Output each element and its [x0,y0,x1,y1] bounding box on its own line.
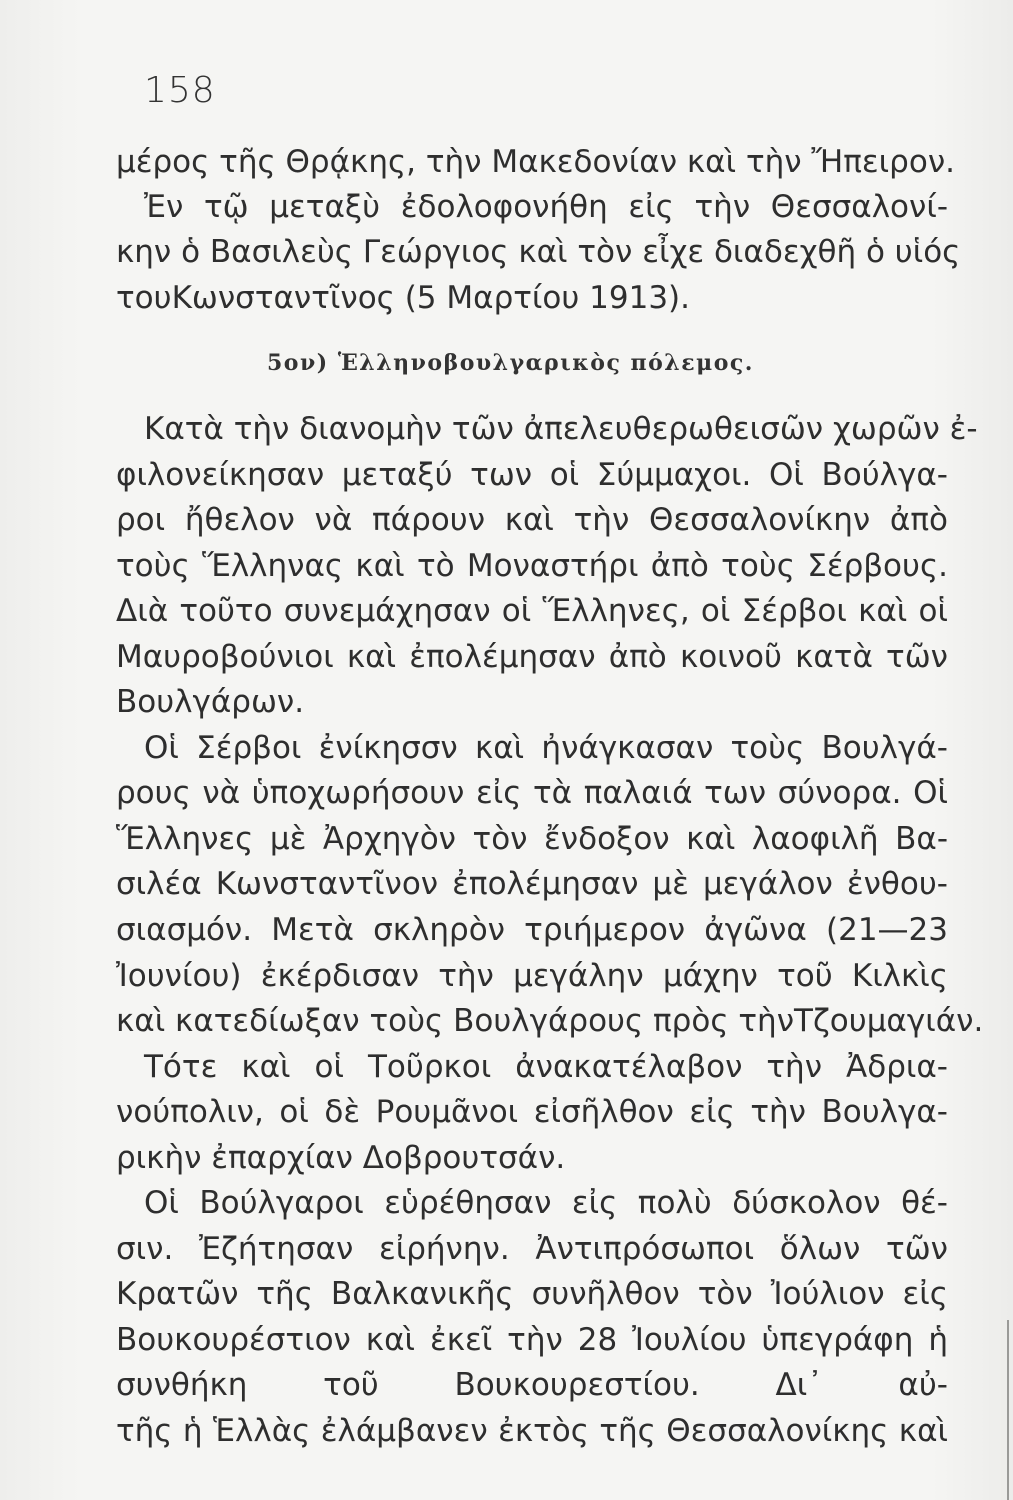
text-line: κην ὁ Βασιλεὺς Γεώργιος καὶ τὸν εἶχε διαδεχθῆ ὁ υἱός [116,234,961,271]
text-line: Βουλγάρων. [116,684,305,721]
text-line: Βουκουρέστιον καὶ ἐκεῖ τὴν 28 Ἰουλίου ὑπεγράφη ἡ [116,1321,948,1358]
page-edge-mark [1007,1320,1009,1500]
text-line: Ἰουνίου) ἐκέρδισαν τὴν μεγάλην μάχην τοῦ Κιλκὶς [116,957,948,994]
text-line: μέρος τῆς Θρᾴκης, τὴν Μακεδονίαν καὶ τὴν Ἤπειρον. [116,144,955,180]
text-line: φιλονείκησαν μεταξύ των οἱ Σύμμαχοι. Οἱ Βούλγα- [116,456,948,493]
body-text [116,407,984,1455]
text-line: ρους νὰ ὑποχωρήσουν εἰς τὰ παλαιά των σύνορα. Οἱ [116,775,948,812]
section-heading: 5ον) Ἑλληνοβουλγαρικὸς πόλεμος. [267,350,754,376]
page-number: 158 [144,70,216,111]
text-line: Τότε καὶ οἱ Τοῦρκοι ἀνακατέλαβον τὴν Ἀδρια- [144,1048,948,1085]
text-line: Ἐν τῷ μεταξὺ ἐδολοφονήθη εἰς τὴν Θεσσαλονί- [144,189,948,226]
text-line: Ἕλληνες μὲ Ἀρχηγὸν τὸν ἔνδοξον καὶ λαοφιλῆ Βα- [116,820,948,857]
text-line: σιλέα Κωνσταντῖνον ἐπολέμησαν μὲ μεγάλον ἐνθου- [116,866,948,903]
text-line: τῆς ἡ Ἑλλὰς ἐλάμβανεν ἐκτὸς τῆς Θεσσαλονίκης καὶ [116,1413,948,1450]
text-line: νούπολιν, οἱ δὲ Ρουμᾶνοι εἰσῆλθον εἰς τὴν Βουλγα- [116,1094,948,1131]
intro-paragraph [116,140,961,321]
text-line: Διὰ τοῦτο συνεμάχησαν οἱ Ἕλληνες, οἱ Σέρβοι καὶ οἱ [116,593,948,630]
text-line: ροι ἤθελον νὰ πάρουν καὶ τὴν Θεσσαλονίκην ἀπὸ [116,502,948,539]
text-line: σιν. Ἐζήτησαν εἰρήνην. Ἀντιπρόσωποι ὅλων τῶν [116,1230,948,1267]
text-line: τοὺς Ἕλληνας καὶ τὸ Μοναστήρι ἀπὸ τοὺς Σέρβους. [116,547,948,584]
text-line: συνθήκη τοῦ Βουκουρεστίου. Δι᾽ αὐ- [116,1367,948,1404]
text-line: καὶ κατεδίωξαν τοὺς Βουλγάρους πρὸς τὴνΤζουμαγιάν. [116,1003,984,1040]
text-line: Μαυροβούνιοι καὶ ἐπολέμησαν ἀπὸ κοινοῦ κατὰ τῶν [116,638,948,675]
text-line: ρικὴν ἐπαρχίαν Δοβρουτσάν. [116,1139,566,1176]
text-line: σιασμόν. Μετὰ σκληρὸν τριήμερον ἀγῶνα (21—23 [116,912,948,949]
text-line: τουΚωνσταντῖνος (5 Μαρτίου 1913). [116,279,690,316]
text-line: Οἱ Βούλγαροι εὑρέθησαν εἰς πολὺ δύσκολον θέ- [144,1185,948,1222]
text-line: Κατὰ τὴν διανομὴν τῶν ἀπελευθερωθεισῶν χωρῶν ἐ- [144,411,978,447]
text-line: Κρατῶν τῆς Βαλκανικῆς συνῆλθον τὸν Ἰούλιον εἰς [116,1276,948,1313]
text-line: Οἱ Σέρβοι ἐνίκησσν καὶ ἠνάγκασαν τοὺς Βουλγά- [144,729,948,766]
